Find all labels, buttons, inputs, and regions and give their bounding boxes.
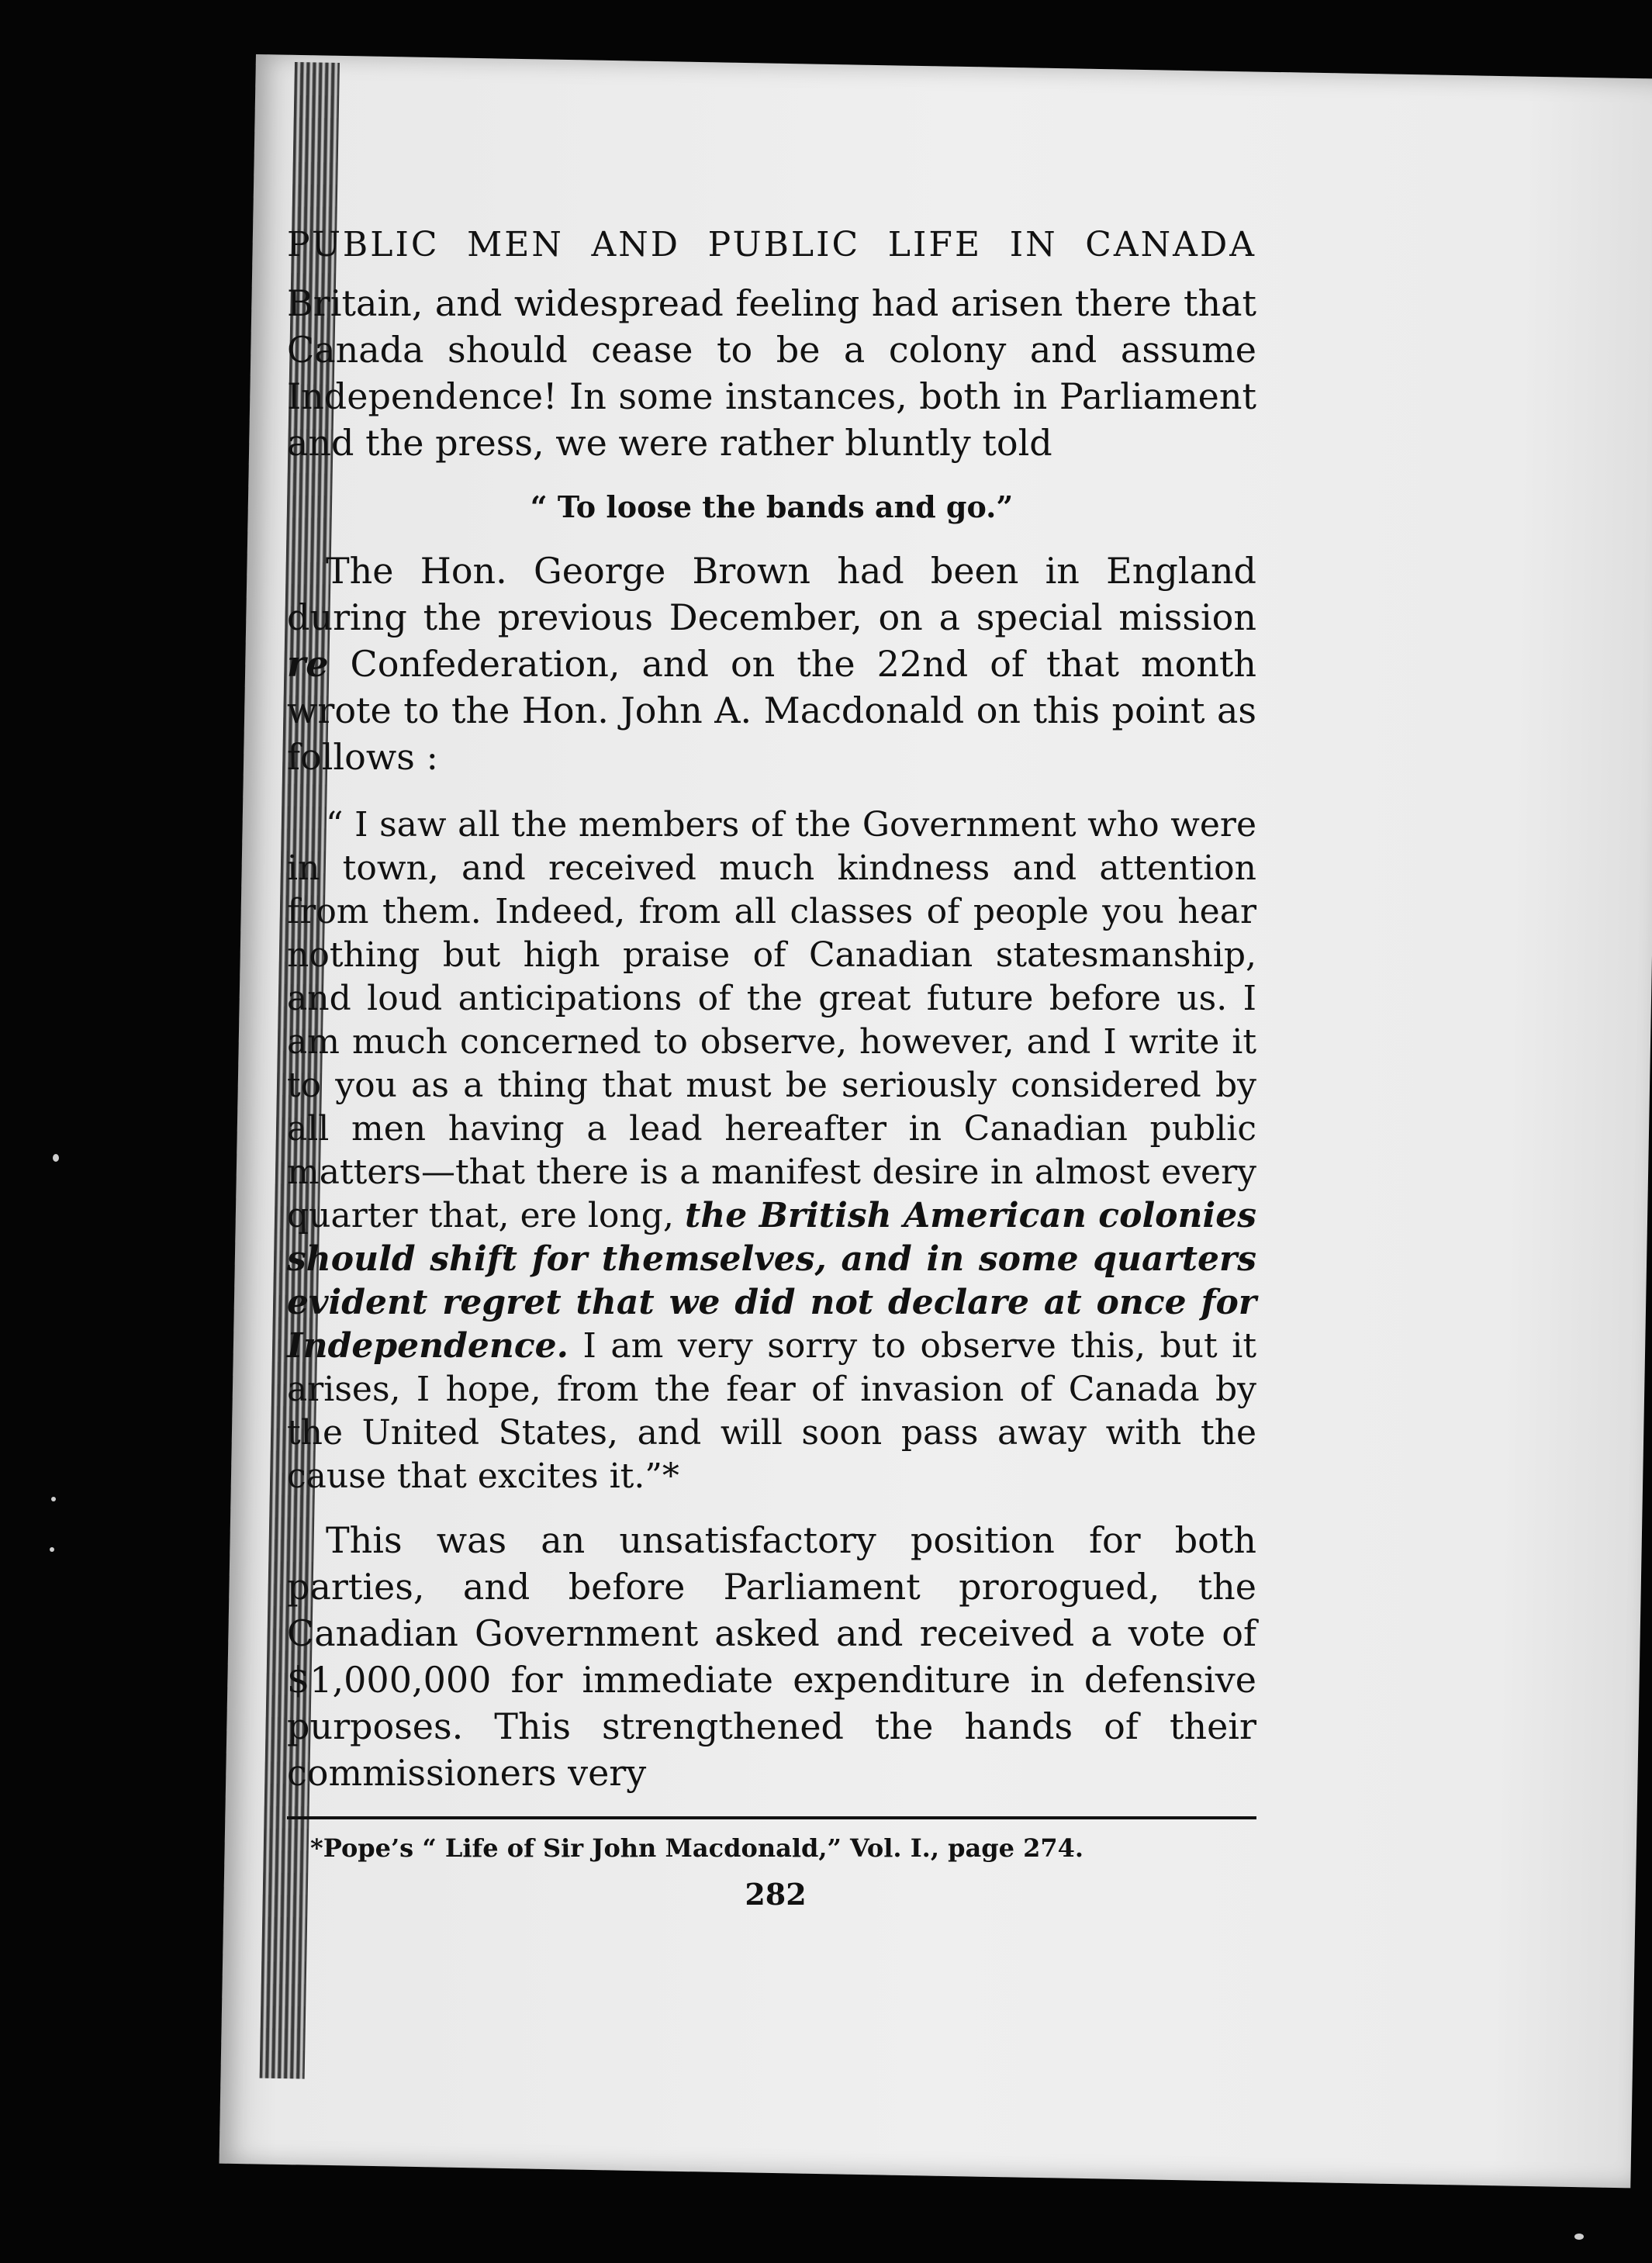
footnote-rule <box>287 1816 1256 1819</box>
paragraph-2-text-b: Confederation, and on the 22nd of that month wrote to the Hon. John A. Macdonald on this point as follows : <box>287 643 1257 778</box>
paragraph-2 <box>287 548 1256 780</box>
paragraph-1: Britain, and widespread feeling had arisen there that Canada should cease to be a colony and assume Independence! In some instances, both in Parliament and the press, we were rather bluntly told <box>287 282 1256 464</box>
quote-text-b: I am very sorry to observe this, but it arises, I hope, from the fear of invasion of Canada by the United States, and will soon pass away with the cause that excites it.”* <box>287 1326 1256 1496</box>
paragraph-2-italic-re: re <box>287 643 329 685</box>
page-content <box>287 225 1256 1912</box>
page-number: 282 <box>745 1877 807 1912</box>
quoted-verse: “ To loose the bands and go.” <box>530 489 1014 524</box>
paragraph-3: This was an unsatisfactory position for both parties, and before Parliament prorogued, the Canadian Government asked and received a vote of $1,000,000 for immediate expenditure in defensive purposes. This strengthened the hands of their commissioners very <box>287 1519 1256 1794</box>
footnote: *Pope’s “ Life of Sir John Macdonald,” Vol. I., page 274. <box>310 1833 1084 1863</box>
paragraph-2-text-a: The Hon. George Brown had been in England during the previous December, on a special mission <box>287 550 1256 638</box>
quote-text-a: “ I saw all the members of the Government who were in town, and received much kindness and attention from them. Indeed, from all classes of people you hear nothing but high praise of Canadian statesmanship, and loud anticipations of the great future before us. I am much concerned to observe, however, and I write it to you as a thing that must be seriously considered by all men having a lead hereafter in Canadian public matters—that there is a manifest desire in almost every quarter that, ere long, <box>287 805 1256 1235</box>
block-quote <box>287 803 1256 1498</box>
quote-italic-text: the British American colonies should shift for themselves, and in some quarters evident regret that we did not declare at once for Independence. <box>287 1196 1256 1366</box>
running-head: PUBLIC MEN AND PUBLIC LIFE IN CANADA <box>287 225 1256 264</box>
